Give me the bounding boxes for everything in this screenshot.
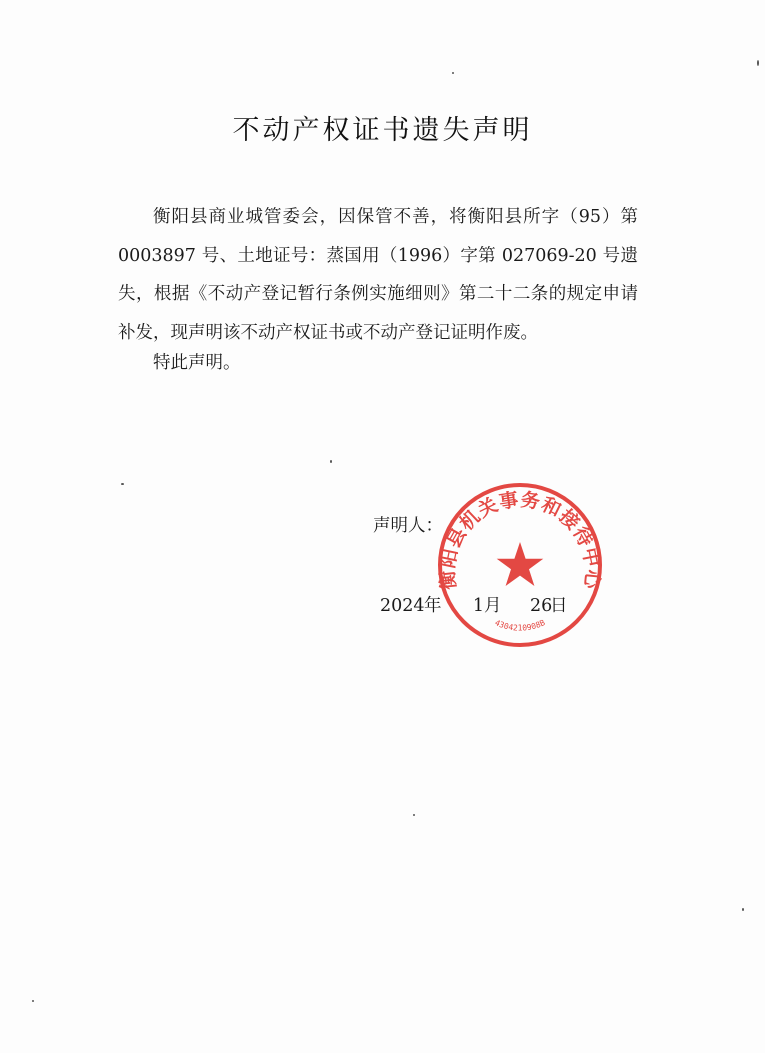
closing-text: 特此声明。 — [153, 353, 241, 373]
scan-speck — [121, 483, 124, 485]
date-year: 2024 — [380, 596, 425, 616]
seal-text: 衡阳县机关事务和接待中心 — [436, 488, 604, 591]
seal-star-icon — [497, 542, 544, 586]
date-day: 26 — [530, 596, 553, 616]
scan-speck — [742, 908, 744, 911]
date-month: 1 — [472, 596, 484, 616]
seal-code: 4304210908B — [493, 618, 547, 633]
scan-speck — [452, 72, 454, 74]
date-year-unit: 年 — [424, 596, 442, 616]
date-day-unit: 日 — [550, 596, 568, 616]
scan-speck — [413, 814, 415, 816]
scan-speck — [757, 60, 759, 66]
official-seal-icon — [435, 480, 605, 650]
date-month-unit: 月 — [484, 596, 502, 616]
scan-speck — [32, 1000, 34, 1002]
statement-paragraph: 衡阳县商业城管委会，因保管不善，将衡阳县所字（95）第 0003897 号、土地证号：蒸国用（1996）字第 027069-20 号遗失，根据《不动产登记暂行条例实施细则》第二十二条的规定申请补发，现声明该不动产权证书或不动产登记证明作废。 — [118, 207, 638, 343]
signer-label: 声明人： — [373, 516, 443, 536]
scan-speck — [330, 460, 332, 463]
document-title: 不动产权证书遗失声明 — [232, 115, 533, 146]
document-body — [118, 198, 638, 352]
